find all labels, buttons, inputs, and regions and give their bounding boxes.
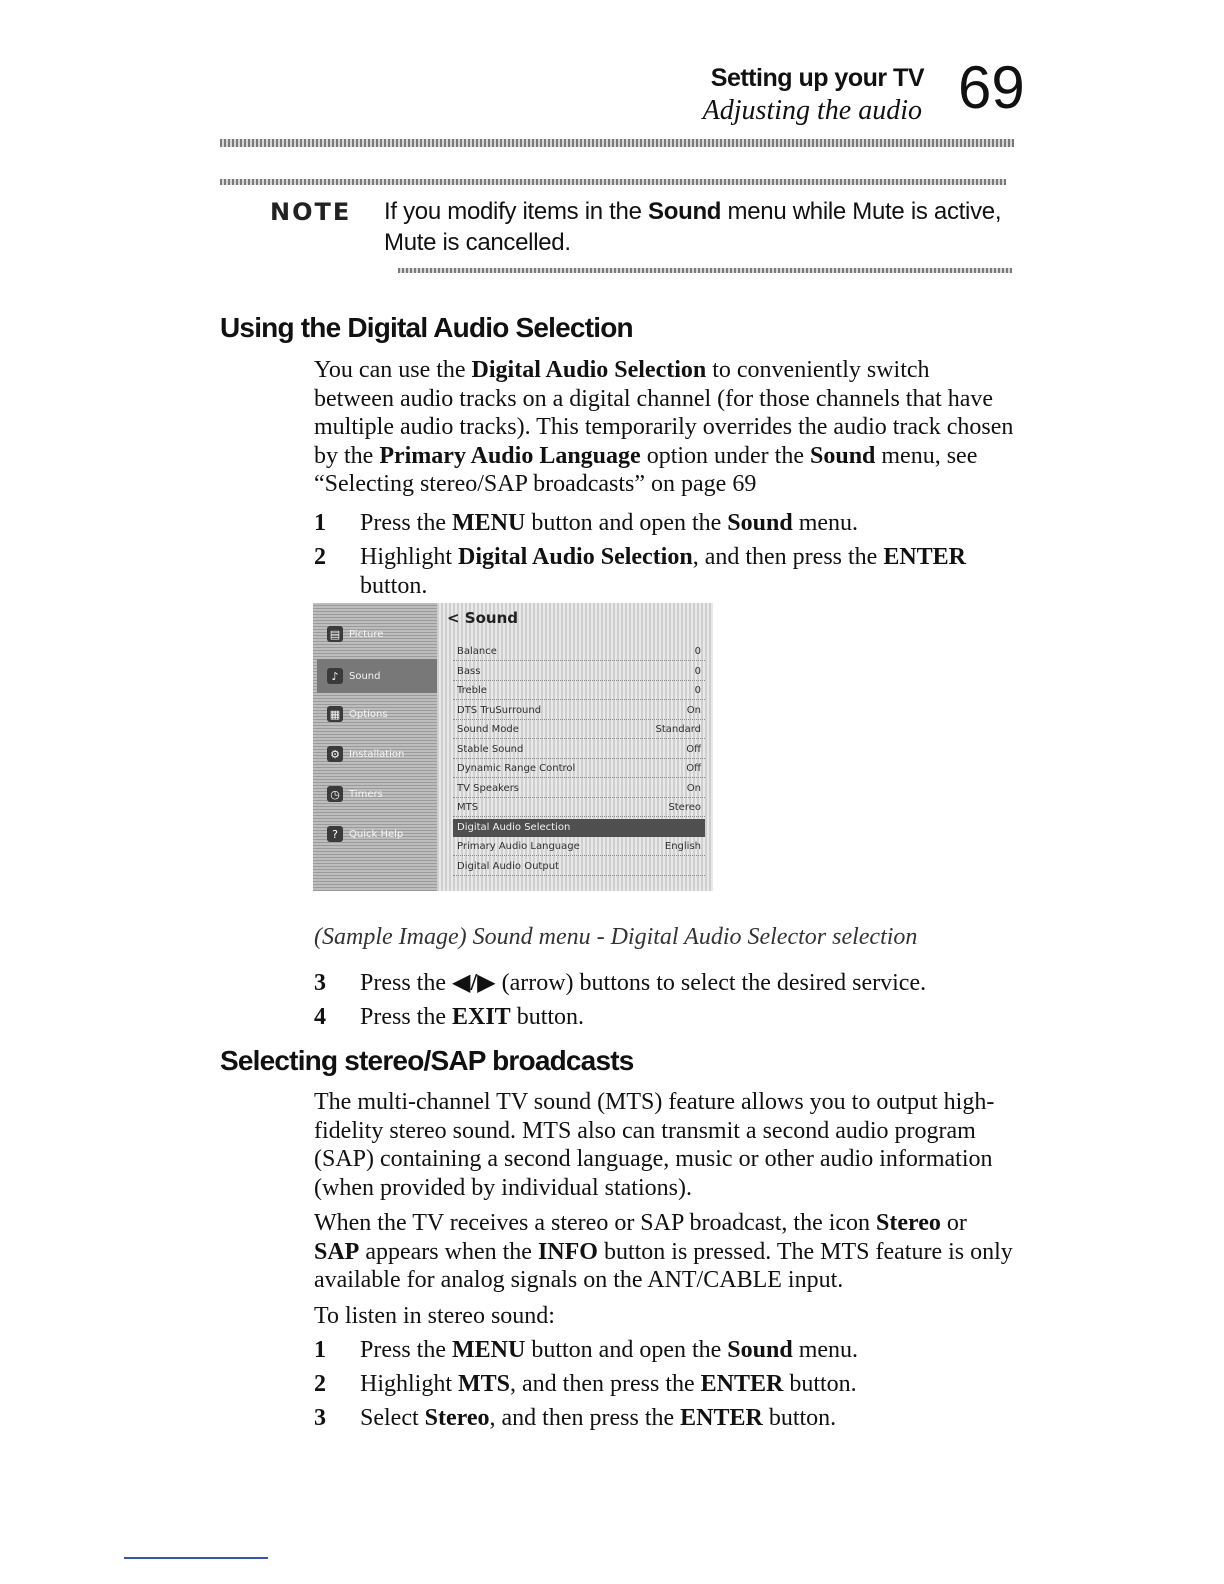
menu-item-label: Digital Audio Selection <box>457 822 571 833</box>
installation-icon: ⚙ <box>327 746 343 762</box>
sidebar-item-label: Picture <box>349 628 384 640</box>
menu-item-value: On <box>686 782 701 794</box>
options-icon: ▦ <box>327 706 343 722</box>
menu-item-value: Standard <box>655 724 701 735</box>
sidebar-item-picture <box>327 623 435 645</box>
menu-item <box>453 838 705 856</box>
menu-item <box>453 663 705 681</box>
timer-icon: ◷ <box>327 786 343 802</box>
menu-title: < Sound <box>447 609 518 627</box>
menu-item-value: 0 <box>694 685 701 696</box>
menu-item <box>453 760 705 778</box>
note-label: NOTE <box>270 198 352 226</box>
step-2 <box>314 543 1014 600</box>
sound-menu-screenshot <box>313 603 713 891</box>
step-text: Highlight Digital Audio Selection, and then press the ENTER button. <box>360 544 967 599</box>
note-top-divider <box>220 179 1006 185</box>
menu-item <box>453 721 705 739</box>
note-bottom-divider <box>398 268 1012 273</box>
paragraph-intro: You can use the Digital Audio Selection to conveniently switch between audio tracks on a digital channel (for those channels that have multiple audio tracks). This temporarily overrides the audio track chosen by the Primary Audio Language option under the Sound menu, see “Selecting stereo/SAP broadcasts” on page 69 <box>314 357 1014 497</box>
step-text: Select Stereo, and then press the ENTER button. <box>360 1405 837 1431</box>
paragraph-listen-stereo: To listen in stereo sound: <box>314 1303 555 1329</box>
step-2 <box>314 1370 1014 1399</box>
menu-item-value: Off <box>686 743 701 755</box>
menu-item-value: Off <box>686 763 701 774</box>
menu-item <box>453 643 705 661</box>
sidebar-item-label: Sound <box>349 670 381 682</box>
step-number: 4 <box>314 1004 326 1030</box>
menu-item-label: DTS TruSurround <box>457 704 542 716</box>
note-text: If you modify items in the Sound menu while Mute is active, Mute is cancelled. <box>384 198 1002 256</box>
step-1 <box>314 509 1014 538</box>
arrow-icons: ◀/▶ <box>452 970 496 996</box>
menu-item-value: English <box>664 841 701 852</box>
sidebar-item-sound <box>327 665 435 687</box>
image-caption: (Sample Image) Sound menu - Digital Audio Selector selection <box>314 924 918 950</box>
step-text: Press the ◀/▶ (arrow) buttons to select the desired service. <box>360 970 927 996</box>
sidebar-item-quick-help <box>327 823 435 845</box>
step-text: Highlight MTS, and then press the ENTER button. <box>360 1371 857 1397</box>
section-heading-digital-audio: Using the Digital Audio Selection <box>220 312 633 343</box>
menu-item <box>453 799 705 817</box>
menu-item-label: Stable Sound <box>457 743 524 755</box>
running-header-title: Setting up your TV <box>710 64 924 92</box>
sidebar-item-options <box>327 703 435 725</box>
menu-item-label: Balance <box>457 646 497 657</box>
step-number: 1 <box>314 1337 326 1363</box>
menu-item <box>453 682 705 700</box>
step-number: 2 <box>314 1371 326 1397</box>
step-3 <box>314 1404 1014 1433</box>
help-icon: ? <box>327 826 343 842</box>
menu-item-value: 0 <box>694 646 701 657</box>
page-number: 69 <box>958 54 1025 121</box>
menu-item <box>453 780 705 798</box>
menu-item-label: Digital Audio Output <box>457 860 559 872</box>
menu-item-label: Sound Mode <box>457 724 519 735</box>
menu-sidebar <box>313 603 437 891</box>
menu-item-label: Dynamic Range Control <box>457 763 576 774</box>
menu-item-value: 0 <box>694 665 701 677</box>
header-divider <box>220 139 1014 147</box>
menu-item <box>453 741 705 759</box>
menu-item-label: Primary Audio Language <box>457 841 580 852</box>
step-number: 3 <box>314 970 326 996</box>
sidebar-item-label: Installation <box>349 748 405 760</box>
step-number: 3 <box>314 1405 326 1431</box>
footer-rule <box>124 1557 268 1559</box>
sidebar-item-label: Options <box>349 708 388 720</box>
menu-item-value: On <box>686 704 701 716</box>
step-number: 1 <box>314 510 326 536</box>
paragraph-stereo-icon: When the TV receives a stereo or SAP broadcast, the icon Stereo or SAP appears when the INFO button is pressed. The MTS feature is only available for analog signals on the ANT/CABLE input. <box>314 1210 1013 1293</box>
step-number: 2 <box>314 544 326 570</box>
sound-icon: ♪ <box>327 668 343 684</box>
menu-item <box>453 702 705 720</box>
menu-item-value: Stereo <box>668 802 701 813</box>
menu-item-label: Bass <box>457 665 481 677</box>
menu-item <box>453 858 705 876</box>
step-text: Press the MENU button and open the Sound menu. <box>360 510 859 536</box>
sidebar-item-label: Quick Help <box>349 828 404 840</box>
step-3 <box>314 969 1014 998</box>
step-4 <box>314 1003 1014 1032</box>
running-header-subtitle: Adjusting the audio <box>702 95 922 126</box>
menu-item <box>453 819 705 837</box>
sidebar-item-label: Timers <box>349 788 383 800</box>
sidebar-item-installation <box>327 743 435 765</box>
menu-item-label: MTS <box>457 802 479 813</box>
picture-icon: ▤ <box>327 626 343 642</box>
step-text: Press the MENU button and open the Sound menu. <box>360 1337 859 1363</box>
section-heading-stereo-sap: Selecting stereo/SAP broadcasts <box>220 1045 634 1076</box>
menu-item-label: TV Speakers <box>457 782 520 794</box>
sidebar-item-timers <box>327 783 435 805</box>
step-1 <box>314 1336 1014 1365</box>
step-text: Press the EXIT button. <box>360 1004 585 1030</box>
paragraph-mts: The multi-channel TV sound (MTS) feature allows you to output high-fidelity stereo sound. MTS also can transmit a second audio program (SAP) containing a second language, music or other audio information (when provided by individual stations). <box>314 1089 995 1201</box>
menu-item-label: Treble <box>457 685 487 696</box>
menu-panel <box>437 603 713 891</box>
